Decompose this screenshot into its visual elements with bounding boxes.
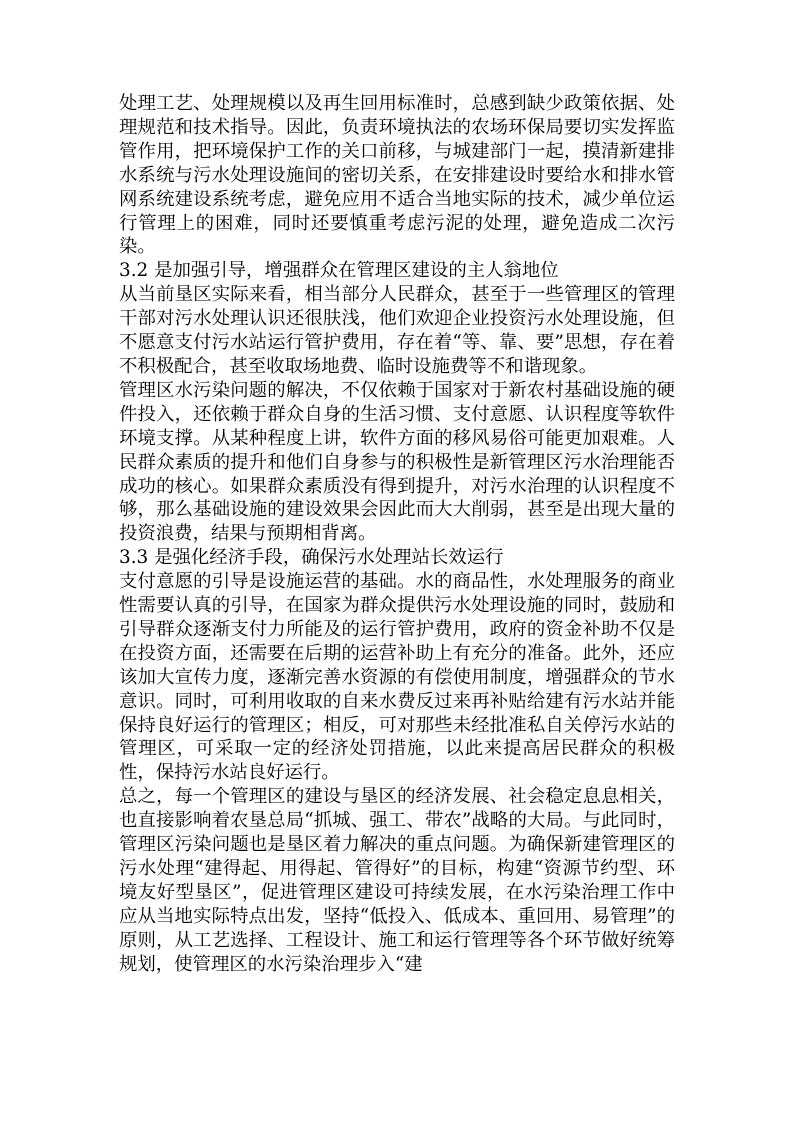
paragraph-software-environment: 管理区水污染问题的解决，不仅依赖于国家对于新农村基础设施的硬件投入，还依赖于群众自身的生活习惯、支付意愿、认识程度等软件环境支撑。从某种程度上讲，软件方面的移风易俗可能更加艰难。人民群众素质的提升和他们自身参与的积极性是新管理区污水治理能否成功的核心。如果群众素质没有得到提升，对污水治理的认识程度不够，那么基础设施的建设效果会因此而大大削弱，甚至是出现大量的投资浪费，结果与预期相背离。 <box>119 379 675 545</box>
paragraph-treatment-standards: 处理工艺、处理规模以及再生回用标准时，总感到缺少政策依据、处理规范和技术指导。因此，负责环境执法的农场环保局要切实发挥监管作用，把环境保护工作的关口前移，与城建部门一起，摸清新建排水系统与污水处理设施间的密切关系，在安排建设时要给水和排水管网系统建设系统考虑，避免应用不适合当地实际的技术，减少单位运行管理上的困难，同时还要慎重考虑污泥的处理，避免造成二次污染。 <box>119 93 675 258</box>
section-heading-3-2: 3.2 是加强引导，增强群众在管理区建设的主人翁地位 <box>119 260 559 282</box>
section-heading-3-3: 3.3 是强化经济手段，确保污水处理站长效运行 <box>119 547 504 569</box>
paragraph-payment-willingness: 支付意愿的引导是设施运营的基础。水的商品性，水处理服务的商业性需要认真的引导，在国家为群众提供污水处理设施的同时，鼓励和引导群众逐渐支付力所能及的运行管护费用，政府的资金补助不仅是在投资方面，还需要在后期的运营补助上有充分的准备。此外，还应该加大宣传力度，逐渐完善水资源的有偿使用制度，增强群众的节水意识。同时，可利用收取的自来水费反过来再补贴给建有污水站并能保持良好运行的管理区；相反，可对那些未经批准私自关停污水站的管理区，可采取一定的经济处罚措施，以此来提高居民群众的积极性，保持污水站良好运行。 <box>119 571 675 784</box>
paragraph-conclusion: 总之，每一个管理区的建设与垦区的经济发展、社会稳定息息相关，也直接影响着农垦总局“抓城、强工、带农”战略的大局。与此同时，管理区污染问题也是垦区着力解决的重点问题。为确保新建管理区的污水处理“建得起、用得起、管得好”的目标，构建“资源节约型、环境友好型垦区”，促进管理区建设可持续发展，在水污染治理工作中应从当地实际特点出发，坚持“低投入、低成本、重回用、易管理”的原则，从工艺选择、工程设计、施工和运行管理等各个环节做好统筹规划，使管理区的水污染治理步入“建 <box>119 786 675 975</box>
document-body <box>119 92 675 977</box>
paragraph-public-awareness: 从当前垦区实际来看，相当部分人民群众，甚至于一些管理区的管理干部对污水处理认识还很肤浅，他们欢迎企业投资污水处理设施，但不愿意支付污水站运行管护费用，存在着“等、靠、要”思想，存在着不积极配合，甚至收取场地费、临时设施费等不和谐现象。 <box>119 284 675 377</box>
